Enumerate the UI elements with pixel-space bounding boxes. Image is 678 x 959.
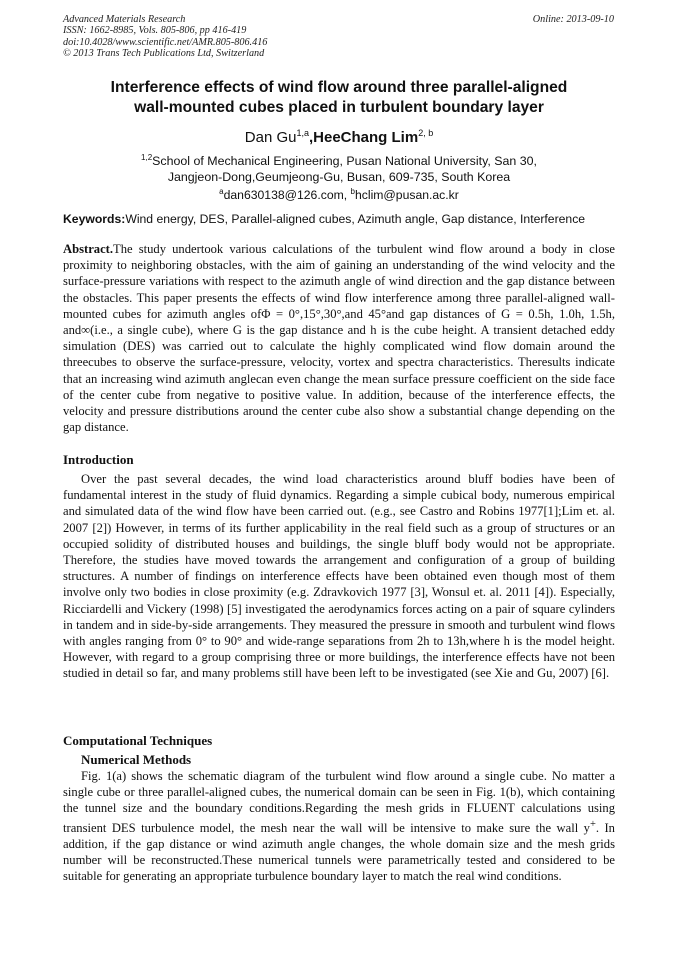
email-b-sup: b <box>350 187 355 196</box>
abstract-text: The study undertook various calculations of the turbulent wind flow around a body in close proximity to neighboring obstacles, with the aim of gaining an understanding of the wind velocity and the surface-pressure variations with respect to the azimuth angle of wind direction and the gap distance between the obstacles. This paper presents the effects of wind flow interference among three parallel-aligned wall-mounted cubes for azimuth angles ofΦ = 0°,15°,30°,and 45°and gap distances of G = 0.5h, 1.0h, 1.5h, and∞(i.e., a single cube), where G is the gap distance and h is the cube height. A transient detached eddy simulation (DES) was carried out to calculate the highly complicated wind flow domain around the threecubes to observe the surface-pressure, velocity, vortex and spectra characteristics. Theresults indicate that an increasing wind azimuth anglecan even change the mean surface pressure coefficient on the side face of the center cube from negative to positive value. In addition, because of the interference effects, the velocity and pressure distributions around the center cube also show a substantial change depending on the gap distance. <box>63 242 615 435</box>
author-2 <box>309 129 418 146</box>
paper-title <box>63 78 615 118</box>
online-date: Online: 2013-09-10 <box>532 14 614 25</box>
copyright-line: © 2013 Trans Tech Publications Ltd, Switzerland <box>63 48 265 60</box>
affil-line-1: School of Mechanical Engineering, Pusan National University, San 30, <box>152 154 537 169</box>
email-b: hclim@pusan.ac.kr <box>354 188 459 203</box>
author-2-name: ,HeeChang Lim <box>309 129 419 146</box>
intro-heading: Introduction <box>63 452 134 467</box>
doi-line: doi:10.4028/www.scientific.net/AMR.805-806.416 <box>63 36 268 48</box>
email-a: dan630138@126.com, <box>223 188 351 203</box>
keywords-text: Wind energy, DES, Parallel-aligned cubes, Azimuth angle, Gap distance, Interference <box>125 212 586 226</box>
author-list <box>63 124 615 147</box>
numerical-methods-heading: Numerical Methods <box>81 752 192 767</box>
title-line-1: Interference effects of wind flow around three parallel-aligned <box>110 79 568 96</box>
email-a-sup: a <box>219 187 224 196</box>
affil-line-2: Jangjeon-Dong,Geumjeong-Gu, Busan, 609-735, South Korea <box>167 169 511 184</box>
journal-name: Advanced Materials Research <box>63 14 186 25</box>
author-1-sup: 1,a <box>296 128 309 138</box>
intro-text: Over the past several decades, the wind load characteristics around bluff bodies have been of fundamental interest in the study of fluid dynamics. Regarding a simple cubical body, numerous empirical and simulated data of the wind flow have been carried out. (e.g., see Castro and Robins 1977[1];Lim et. al. 2007 [2]) However, in terms of its further applicability in the real field such as a group of structures or an occupied solidity of distributed houses and buildings, the single bluff body would not be appropriate. Therefore, the studies have moved towards the arrangement and configuration of a group of building structures. A number of findings on interference effects have been obtained even though most of them involve only two bodies in close proximity (e.g. Zdravkovich 1977 [3], Wonsul et. al. 2011 [4]). Especially, Ricciardelli and Vickery (1998) [5] investigated the aerodynamics forces acting on a pair of square cylinders in tandem and in side-by-side arrangements. They measured the pressure in smooth and turbulent wind flows with angles ranging from 0° to 90° and wide-range separations from 2h to 13h,where h is the model height. However, with regard to a group comprising three or more buildings, the interference effects have not been studied in detail so far, and many problems still have been left to be investigated (see Xie and Gu, 2007) [6]. <box>63 472 615 681</box>
computational-heading: Computational Techniques <box>63 733 213 748</box>
intro-paragraph <box>63 471 615 682</box>
num-sup: + <box>589 818 596 830</box>
author-2-sup: 2, b <box>418 128 434 138</box>
emails <box>63 184 615 203</box>
affiliation <box>63 150 615 185</box>
issn-line: ISSN: 1662-8985, Vols. 805-806, pp 416-419 <box>63 25 247 37</box>
num-text-before: Fig. 1(a) shows the schematic diagram of the turbulent wind flow around a single cube. No matter a single cube or three parallel-aligned cubes, the numerical domain can be seen in Fig. 1(b), which containing the tunnel size and the boundary conditions.Regarding the mesh grids in FLUENT calculations using transient DES turbulence model, the mesh near the wall will be intensive to make sure the wall y <box>63 769 615 835</box>
keywords-label: Keywords: <box>63 212 126 226</box>
numerical-paragraph <box>63 768 615 885</box>
abstract-label: Abstract. <box>63 242 114 256</box>
abstract <box>63 241 615 435</box>
keywords <box>63 212 615 227</box>
affil-sup: 1,2 <box>141 153 153 162</box>
title-line-2: wall-mounted cubes placed in turbulent boundary layer <box>134 99 544 116</box>
journal-header <box>63 14 267 60</box>
num-text-after: . In addition, if the gap distance or wind azimuth angle changes, the whole domain size and the mesh grids number will be reconstructed.These numerical tunnels were parametrically tested and considered to be suitable for generating an appropriate turbulence boundary layer to match the real wind conditions. <box>63 820 615 884</box>
author-1: Dan Gu <box>244 129 297 146</box>
